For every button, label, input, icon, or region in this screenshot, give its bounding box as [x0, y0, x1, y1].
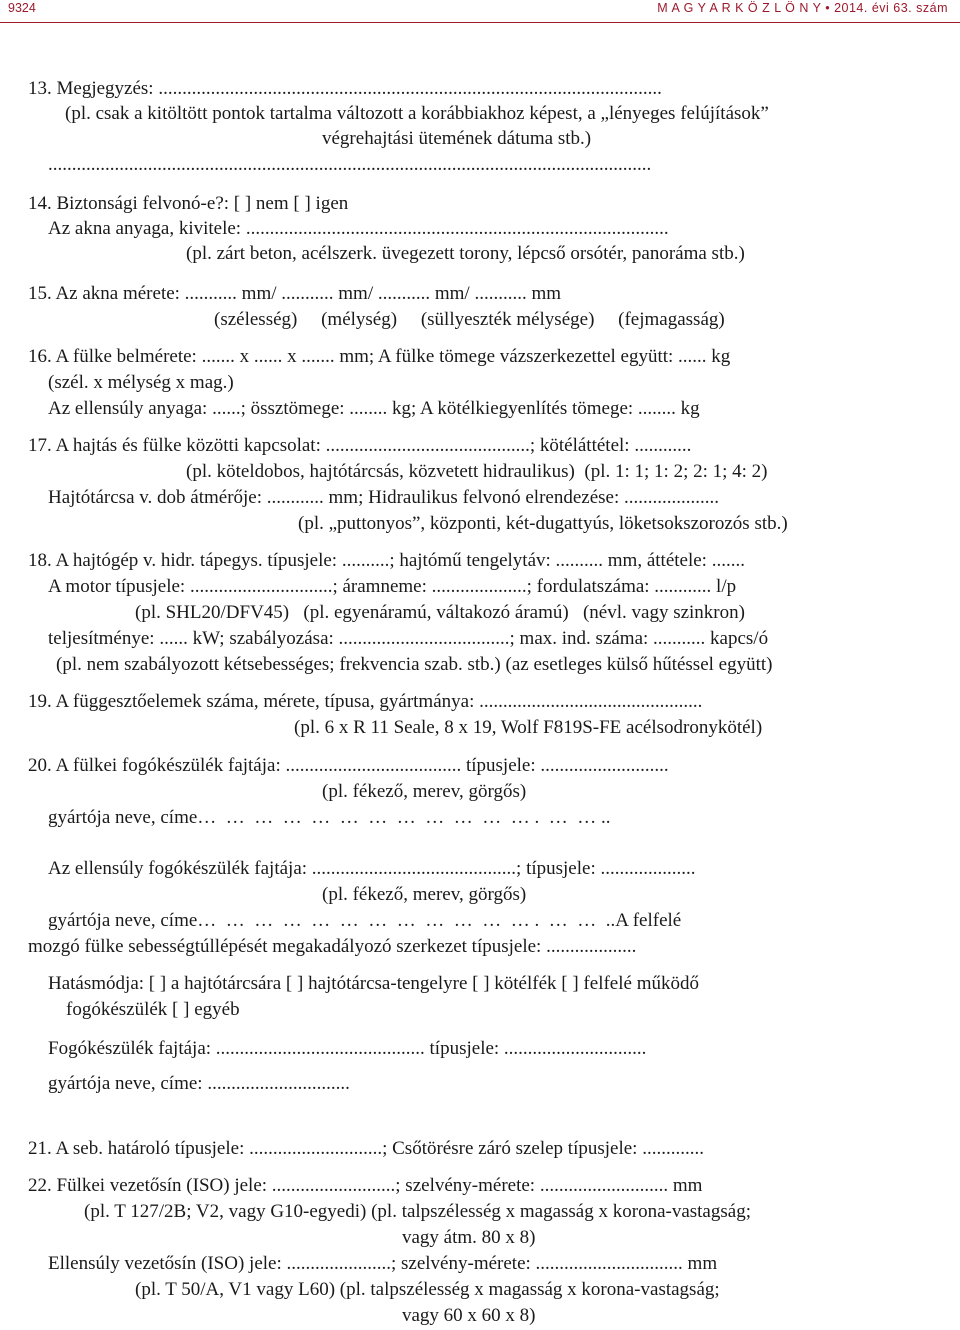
item-18-hint-2: (pl. nem szabályozott kétsebességes; frekvencia szab. stb.) (az esetleges külső hűtéssel együtt) — [56, 654, 773, 675]
item-22-hint: (pl. T 127/2B; V2, vagy G10-egyedi) (pl. talpszélesség x magasság x korona-vastagság; — [84, 1201, 751, 1222]
item-16-counterweight: Az ellensúly anyaga: ......; össztömege: ........ kg; A kötélkiegyenlítés tömege: ........ kg — [48, 398, 700, 419]
item-20-manufacturer-3: gyártója neve, címe: .............................. — [48, 1073, 350, 1094]
item-13-hint-1: (pl. csak a kitöltött pontok tartalma változott a korábbiakhoz képest, a „lényeges felújítások” — [65, 103, 769, 124]
item-20-counterweight-gear: Az ellensúly fogókészülék fajtája: ...........................................; típusjele: .................... — [48, 858, 696, 879]
item-22-hint-3: (pl. T 50/A, V1 vagy L60) (pl. talpszélesség x magasság x korona-vastagság; — [135, 1279, 720, 1300]
item-20-action-mode-2: fogókészülék [ ] egyéb — [66, 999, 240, 1020]
item-22-car-rail: 22. Fülkei vezetősín (ISO) jele: ..........................; szelvény-mérete: ........................... mm — [28, 1175, 703, 1196]
item-15-hint: (szélesség) (mélység) (süllyeszték mélysége) (fejmagasság) — [214, 309, 725, 330]
item-22-cw-rail: Ellensúly vezetősín (ISO) jele: ......................; szelvény-mérete: ............................... mm — [48, 1253, 718, 1274]
item-17-hint: (pl. köteldobos, hajtótárcsás, közvetett hidraulikus) (pl. 1: 1; 1: 2; 2: 1; 4: 2) — [186, 461, 768, 482]
item-21-speed-limiter: 21. A seb. határoló típusjele: ............................; Csőtörésre záró szelep típusjele: ............. — [28, 1138, 704, 1159]
item-18-machine: 18. A hajtógép v. hidr. tápegys. típusjele: ..........; hajtómű tengelytáv: .......... mm, áttétele: ....... — [28, 550, 745, 571]
item-17-drive-connection: 17. A hajtás és fülke közötti kapcsolat: ...........................................; kötéláttétel: ............ — [28, 435, 692, 456]
item-18-motor: A motor típusjele: ..............................; áramneme: ....................; fordulatszáma: ............ l/p — [48, 576, 737, 597]
item-20-hint: (pl. fékező, merev, görgős) — [322, 781, 527, 802]
item-20-overspeed: mozgó fülke sebességtúllépését megakadályozó szerkezet típusjele: ................... — [28, 936, 637, 957]
item-17-hint-2: (pl. „puttonyos”, központi, két-dugattyús, löketsokszorozós stb.) — [298, 513, 788, 534]
item-22-hint-2: vagy átm. 80 x 8) — [402, 1227, 536, 1248]
item-20-gear-type: Fogókészülék fajtája: ............................................ típusjele: .............................. — [48, 1038, 647, 1059]
item-18-power: teljesítménye: ...... kW; szabályozása: ....................................; max. ind. száma: ........... kapcs/ó — [48, 628, 769, 649]
item-20-hint-2: (pl. fékező, merev, görgős) — [322, 884, 527, 905]
item-16-hint: (szél. x mélység x mag.) — [48, 372, 234, 393]
header-divider — [0, 22, 960, 23]
item-13-hint-2: végrehajtási ütemének dátuma stb.) — [322, 128, 592, 149]
item-20-action-mode: Hatásmódja: [ ] a hajtótárcsára [ ] hajtótárcsa-tengelyre [ ] kötélfék [ ] felfelé működő — [48, 973, 699, 994]
item-13-note: 13. Megjegyzés: .......................................................................................................... — [28, 78, 662, 99]
item-20-safety-gear: 20. A fülkei fogókészülék fajtája: ..................................... típusjele: ........................... — [28, 755, 669, 776]
item-19-hint: (pl. 6 x R 11 Seale, 8 x 19, Wolf F819S-FE acélsodronykötél) — [294, 717, 763, 738]
item-13-dotted-line: ............................................................................................................................... — [48, 154, 652, 175]
item-19-suspension: 19. A függesztőelemek száma, mérete, típusa, gyártmánya: ............................................... — [28, 691, 703, 712]
item-22-hint-4: vagy 60 x 60 x 8) — [402, 1305, 536, 1326]
item-14-hint: (pl. zárt beton, acélszerk. üvegezett torony, lépcső orsótér, panoráma stb.) — [186, 243, 745, 264]
item-20-manufacturer-2: gyártója neve, címe… … … … … … … … … … … … . … … ..A felfelé — [48, 910, 682, 931]
item-15-shaft-size: 15. Az akna mérete: ........... mm/ ........... mm/ ........... mm/ ........... mm — [28, 283, 562, 304]
item-17-sheave-diameter: Hajtótárcsa v. dob átmérője: ............ mm; Hidraulikus felvonó elrendezése: .................... — [48, 487, 719, 508]
journal-title: M A G Y A R K Ö Z L Ö N Y • 2014. évi 63. szám — [657, 1, 948, 15]
item-14-shaft-material: Az akna anyaga, kivitele: ......................................................................................... — [48, 218, 669, 239]
item-14-safety-lift: 14. Biztonsági felvonó-e?: [ ] nem [ ] igen — [28, 193, 349, 214]
item-18-hint: (pl. SHL20/DFV45) (pl. egyenáramú, váltakozó áramú) (névl. vagy szinkron) — [135, 602, 745, 623]
item-20-manufacturer: gyártója neve, címe… … … … … … … … … … … … . … … .. — [48, 807, 611, 828]
item-16-car-size: 16. A fülke belmérete: ....... x ...... x ....... mm; A fülke tömege vázszerkezettel együtt: ...... kg — [28, 346, 731, 367]
page-number: 9324 — [8, 1, 36, 15]
